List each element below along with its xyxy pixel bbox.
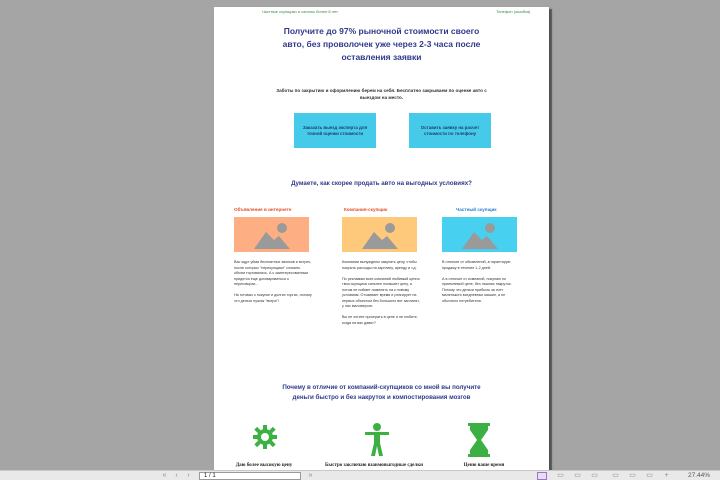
column-text-private	[442, 260, 520, 310]
paragraph: По рекламам всех компаний любимый ценна твоя скупщика сильнее погашает цену, а потом не поймет поменять на к новому условиям. Отчаивает время и реагирует на первых объектом без большого вот заплатят, у нас маловероят.	[342, 276, 420, 308]
paragraph: В отличие от объявлений, в гарантирую продажу в течение 1-2 дней.	[442, 260, 511, 270]
page-shadow	[549, 9, 552, 470]
paragraph: На готовых к покупке и долгих торгах, потому что деньги нужны "вчера"!	[234, 293, 312, 303]
viewer-toolbar	[0, 470, 720, 480]
feature-label-deals: Быстро заключаю взаимовыгодные сделки	[325, 463, 423, 468]
order-expert-button[interactable]: Заказать выезд эксперта для точной оценки стоимости	[294, 113, 376, 148]
next-page-icon[interactable]: ›	[187, 472, 190, 479]
document-page	[214, 7, 549, 470]
column-text-internet	[234, 260, 312, 310]
fit-page-icon[interactable]: ▭	[629, 472, 636, 479]
single-page-view-icon[interactable]	[537, 472, 547, 480]
image-placeholder-icon	[360, 220, 400, 250]
image-placeholder-icon	[460, 220, 500, 250]
first-page-icon[interactable]: «	[162, 472, 167, 479]
zoom-out-icon[interactable]: ▭	[612, 472, 619, 479]
why-title: Почему в отличие от компаний-скупщиков со мной вы получите деньги быстро и без накруток и компостирования мозгов	[282, 384, 481, 401]
gear-icon	[253, 423, 277, 456]
feature-label-price: Даю более высокую цену	[235, 463, 293, 468]
image-placeholder-internet	[234, 217, 309, 252]
phone-estimate-button[interactable]: Оставить заявку на расчет стоимости по телефону	[409, 113, 491, 148]
person-icon	[364, 423, 390, 462]
column-heading-internet: Объявление в интернете	[234, 207, 292, 212]
hero-subtitle: Заботы по закрытию и оформлению берем на себя. Бесплатно закрываем по оценке авто с выездом на место.	[276, 88, 487, 100]
column-text-company	[342, 260, 420, 332]
page-header	[214, 7, 549, 16]
image-placeholder-icon	[252, 220, 292, 250]
column-heading-company: Компания-скупщик	[344, 207, 388, 212]
hero-title: Получите до 97% рыночной стоимости своего авто, без проволочек уже через 2-3 часа после оставления заявки	[282, 26, 481, 62]
hourglass-icon	[467, 423, 491, 462]
last-page-icon[interactable]: »	[308, 472, 313, 479]
paragraph: Вас ждут уйма бесплатных звонков и встреч, после которых "перекупщики" сломить объем торговались. А к заинтересованным придется еще договариваться о переговорах...	[234, 260, 312, 286]
paragraph: А в отличие от компаний, покупаю по приемлемой цене, без лишних накруток. Потому что деньги прибыль за счет маленького вседневных машин, а не обычного потребителя.	[442, 276, 512, 303]
feature-label-time: Ценю ваше время	[463, 463, 505, 468]
paragraph: Компании вынуждены закупать цену, чтобы покрыть расходы на зарплату, аренду и т.д.	[342, 260, 417, 270]
header-phone[interactable]: Телефон (ошибка)	[496, 9, 531, 14]
zoom-level[interactable]: 27.44%	[688, 472, 711, 479]
image-placeholder-company	[342, 217, 417, 252]
paragraph: Вы не хотите проиграть в цене и не любите, когда на вас давят?	[342, 315, 418, 325]
two-page-view-icon[interactable]: ▭	[557, 472, 564, 479]
header-tagline: Частные скупщики и салоны более 8 лет	[262, 9, 339, 14]
question-title: Думаете, как скорее продать авто на выгодных условиях?	[291, 180, 472, 187]
image-placeholder-private	[442, 217, 517, 252]
column-heading-private: Частный скупщик	[456, 207, 497, 212]
page-number-input[interactable]: 1 / 1	[199, 472, 301, 480]
prev-page-icon[interactable]: ‹	[175, 472, 178, 479]
facing-view-icon[interactable]: ▭	[591, 472, 598, 479]
continuous-view-icon[interactable]: ▭	[574, 472, 581, 479]
zoom-in-icon[interactable]: +	[664, 472, 669, 479]
fit-width-icon[interactable]: ▭	[646, 472, 653, 479]
